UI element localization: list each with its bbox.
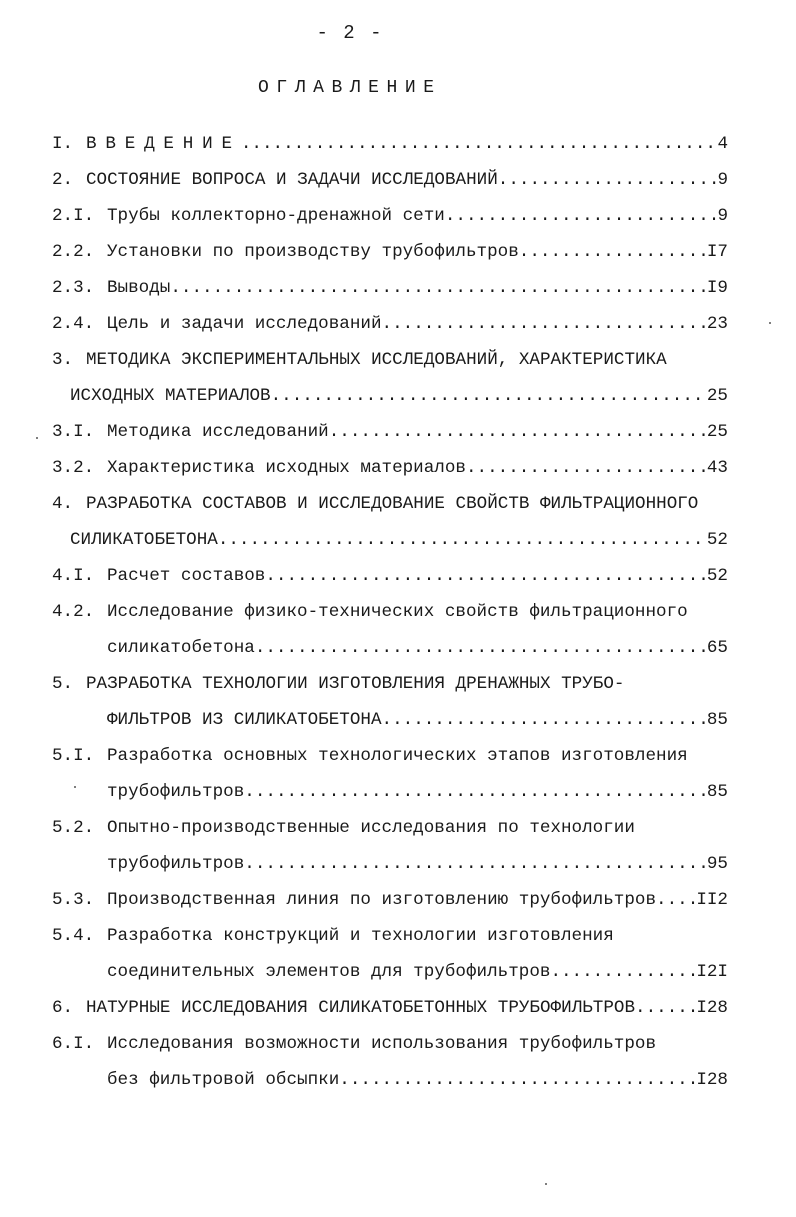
toc-entry-number: 2.2. bbox=[52, 242, 95, 262]
toc-entry-4-continued[interactable] bbox=[52, 522, 728, 558]
toc-entry-title: РАЗРАБОТКА ТЕХНОЛОГИИ ИЗГОТОВЛЕНИЯ ДРЕНАЖНЫХ ТРУБО- bbox=[86, 674, 625, 694]
toc-leader-dots bbox=[244, 774, 707, 810]
toc-entry-number: 6. bbox=[52, 998, 74, 1018]
toc-entry-4-1[interactable] bbox=[52, 558, 728, 594]
toc-entry-5-4-continued[interactable] bbox=[52, 954, 728, 990]
toc-entry-page: 85 bbox=[706, 710, 728, 730]
toc-entry-number: 4. bbox=[52, 494, 74, 514]
toc-entry-number: 5.2. bbox=[52, 818, 95, 838]
toc-entry-page: 9 bbox=[717, 206, 728, 226]
toc-leader-dots bbox=[519, 234, 707, 270]
toc-entry-page: 4 bbox=[717, 134, 728, 154]
toc-leader-dots bbox=[382, 702, 707, 738]
toc-entry-title: Характеристика исходных материалов bbox=[107, 458, 466, 478]
toc-entry-page: II2 bbox=[696, 890, 728, 910]
toc-entry-5-3[interactable] bbox=[52, 882, 728, 918]
toc-entry-1[interactable] bbox=[52, 126, 728, 162]
toc-entry-2-1[interactable] bbox=[52, 198, 728, 234]
toc-entry-page: 23 bbox=[706, 314, 728, 334]
toc-entry-title: Разработка конструкций и технологии изготовления bbox=[107, 926, 614, 946]
toc-entry-2-3[interactable] bbox=[52, 270, 728, 306]
toc-leader-dots bbox=[550, 954, 696, 990]
toc-leader-dots bbox=[271, 378, 707, 414]
toc-entry-number: 3.I. bbox=[52, 422, 95, 442]
toc-entry-title-continued: СИЛИКАТОБЕТОНА bbox=[70, 530, 218, 550]
toc-entry-title: Производственная линия по изготовлению трубофильтров. bbox=[107, 890, 667, 910]
toc-entry-page: 25 bbox=[706, 422, 728, 442]
toc-entry-2[interactable] bbox=[52, 162, 728, 198]
toc-entry-page: I28 bbox=[696, 1070, 728, 1090]
toc-leader-dots bbox=[241, 126, 718, 162]
toc-entry-5-1-continued[interactable] bbox=[52, 774, 728, 810]
toc-entry-6-1[interactable] bbox=[52, 1026, 728, 1062]
toc-entry-title: МЕТОДИКА ЭКСПЕРИМЕНТАЛЬНЫХ ИССЛЕДОВАНИЙ, ХАРАКТЕРИСТИКА bbox=[86, 350, 667, 370]
toc-entry-title-continued: соединительных элементов для трубофильтров bbox=[107, 962, 551, 982]
toc-entry-title: Методика исследований bbox=[107, 422, 329, 442]
toc-entry-page: I28 bbox=[696, 998, 728, 1018]
toc-entry-2-2[interactable] bbox=[52, 234, 728, 270]
toc-entry-number: 2. bbox=[52, 170, 74, 190]
scan-speck bbox=[36, 437, 38, 439]
toc-entry-page: 85 bbox=[706, 782, 728, 802]
toc-entry-title: НАТУРНЫЕ ИССЛЕДОВАНИЯ СИЛИКАТОБЕТОННЫХ ТРУБОФИЛЬТРОВ bbox=[86, 998, 636, 1018]
toc-entry-title: РАЗРАБОТКА СОСТАВОВ И ИССЛЕДОВАНИЕ СВОЙСТВ ФИЛЬТРАЦИОННОГО bbox=[86, 494, 699, 514]
toc-entry-title-continued: ИСХОДНЫХ МАТЕРИАЛОВ bbox=[70, 386, 271, 406]
toc-leader-dots bbox=[339, 1062, 696, 1098]
toc-entry-number: 3.2. bbox=[52, 458, 95, 478]
toc-entry-number: 2.3. bbox=[52, 278, 95, 298]
toc-leader-dots bbox=[635, 990, 696, 1026]
toc-entry-number: I. bbox=[52, 134, 74, 154]
table-of-contents bbox=[52, 126, 728, 1098]
toc-entry-3-continued[interactable] bbox=[52, 378, 728, 414]
toc-leader-dots bbox=[255, 630, 707, 666]
toc-entry-5[interactable] bbox=[52, 666, 728, 702]
toc-entry-title-continued: силикатобетона bbox=[107, 638, 255, 658]
toc-leader-dots bbox=[498, 162, 718, 198]
toc-entry-number: 2.4. bbox=[52, 314, 95, 334]
toc-entry-5-2[interactable] bbox=[52, 810, 728, 846]
scan-speck bbox=[769, 322, 771, 324]
toc-entry-4-2-continued[interactable] bbox=[52, 630, 728, 666]
toc-entry-3-2[interactable] bbox=[52, 450, 728, 486]
toc-entry-number: 5.3. bbox=[52, 890, 95, 910]
toc-entry-title-continued: без фильтровой обсыпки bbox=[107, 1070, 340, 1090]
toc-heading: ОГЛАВЛЕНИЕ bbox=[258, 78, 442, 98]
toc-entry-4[interactable] bbox=[52, 486, 728, 522]
toc-entry-title: ВВЕДЕНИЕ bbox=[86, 134, 241, 154]
toc-entry-number: 5.I. bbox=[52, 746, 95, 766]
toc-leader-dots bbox=[170, 270, 707, 306]
toc-entry-5-1[interactable] bbox=[52, 738, 728, 774]
toc-entry-title-continued: трубофильтров bbox=[107, 854, 245, 874]
toc-entry-title: Цель и задачи исследований bbox=[107, 314, 382, 334]
toc-entry-page: I9 bbox=[706, 278, 728, 298]
toc-entry-number: 4.I. bbox=[52, 566, 95, 586]
toc-leader-dots bbox=[265, 558, 707, 594]
toc-entry-title: Выводы bbox=[107, 278, 171, 298]
toc-entry-3-1[interactable] bbox=[52, 414, 728, 450]
toc-entry-page: I7 bbox=[706, 242, 728, 262]
toc-entry-title: Исследования возможности использования трубофильтров bbox=[107, 1034, 657, 1054]
toc-entry-page: 65 bbox=[706, 638, 728, 658]
toc-entry-page: 43 bbox=[706, 458, 728, 478]
toc-leader-dots bbox=[329, 414, 707, 450]
toc-leader-dots bbox=[218, 522, 707, 558]
toc-entry-number: 2.I. bbox=[52, 206, 95, 226]
toc-entry-title: Разработка основных технологических этапов изготовления bbox=[107, 746, 688, 766]
toc-entry-title: Расчет составов bbox=[107, 566, 266, 586]
toc-entry-page: 9 bbox=[717, 170, 728, 190]
toc-leader-dots bbox=[382, 306, 707, 342]
toc-entry-5-4[interactable] bbox=[52, 918, 728, 954]
toc-entry-4-2[interactable] bbox=[52, 594, 728, 630]
toc-entry-title-continued: трубофильтров bbox=[107, 782, 245, 802]
toc-entry-number: 3. bbox=[52, 350, 74, 370]
toc-entry-title: СОСТОЯНИЕ ВОПРОСА И ЗАДАЧИ ИССЛЕДОВАНИЙ bbox=[86, 170, 498, 190]
toc-entry-page: I2I bbox=[696, 962, 728, 982]
toc-entry-3[interactable] bbox=[52, 342, 728, 378]
toc-entry-5-2-continued[interactable] bbox=[52, 846, 728, 882]
toc-entry-2-4[interactable] bbox=[52, 306, 728, 342]
toc-entry-title: Исследование физико-технических свойств фильтрационного bbox=[107, 602, 688, 622]
toc-entry-page: 52 bbox=[706, 566, 728, 586]
scan-speck bbox=[545, 1183, 547, 1185]
toc-entry-title: Опытно-производственные исследования по технологии bbox=[107, 818, 635, 838]
toc-entry-number: 6.I. bbox=[52, 1034, 95, 1054]
toc-entry-page: 95 bbox=[706, 854, 728, 874]
toc-entry-number: 5.4. bbox=[52, 926, 95, 946]
toc-leader-dots bbox=[445, 198, 718, 234]
toc-entry-page: 25 bbox=[706, 386, 728, 406]
toc-entry-number: 5. bbox=[52, 674, 74, 694]
toc-leader-dots bbox=[244, 846, 707, 882]
toc-leader-dots bbox=[466, 450, 707, 486]
toc-entry-6-1-continued[interactable] bbox=[52, 1062, 728, 1098]
page-number: - 2 - bbox=[316, 22, 384, 44]
toc-entry-title: Установки по производству трубофильтров bbox=[107, 242, 519, 262]
toc-entry-title-continued: ФИЛЬТРОВ ИЗ СИЛИКАТОБЕТОНА bbox=[107, 710, 382, 730]
scan-speck bbox=[74, 786, 76, 788]
toc-leader-dots bbox=[667, 882, 697, 918]
toc-entry-6[interactable] bbox=[52, 990, 728, 1026]
toc-entry-page: 52 bbox=[706, 530, 728, 550]
toc-entry-title: Трубы коллекторно-дренажной сети bbox=[107, 206, 445, 226]
toc-entry-number: 4.2. bbox=[52, 602, 95, 622]
toc-entry-5-continued[interactable] bbox=[52, 702, 728, 738]
